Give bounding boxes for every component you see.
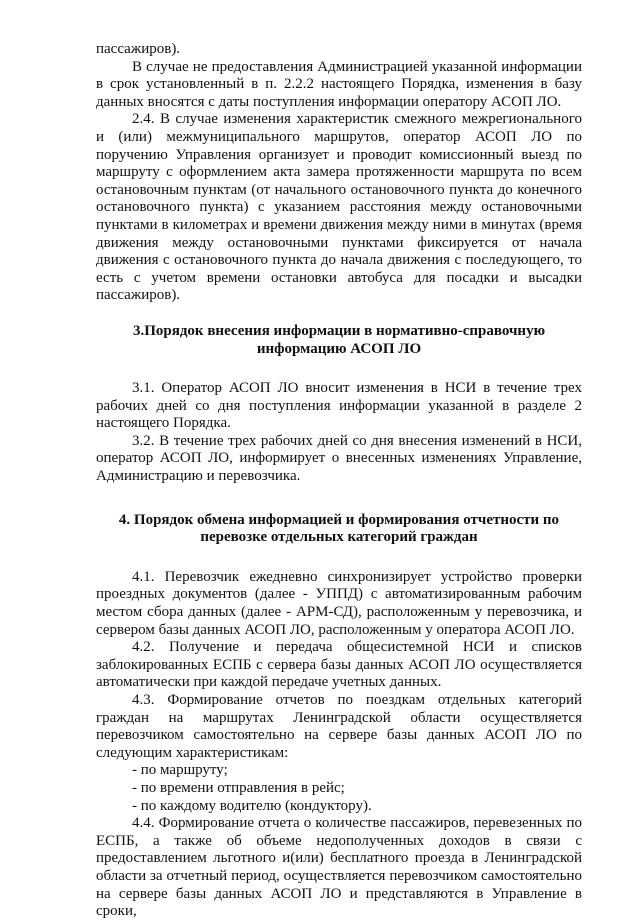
spacer <box>96 358 582 380</box>
paragraph-passengers-end: пассажиров). <box>96 41 181 57</box>
paragraph-4-2: 4.2. Получение и передача общесистемной НСИ и списков заблокированных ЕСПБ с сервера базы данных АСОП ЛО осуществляется автоматически при каждой передаче учетных данных. <box>96 639 582 691</box>
section-4-heading <box>96 512 582 547</box>
section-4-heading-line1: 4. Порядок обмена информацией и формирования отчетности по <box>118 511 560 528</box>
section-3-heading <box>96 323 582 358</box>
paragraph-3-1: 3.1. Оператор АСОП ЛО вносит изменения в НСИ в течение трех рабочих дней со дня поступления информации указанной в разделе 2 настоящего Порядка. <box>96 380 582 432</box>
section-3-heading-line2: информацию АСОП ЛО <box>256 340 422 357</box>
section-3-heading-line1: 3.Порядок внесения информации в нормативно-справочную <box>132 322 546 339</box>
document-body <box>96 41 582 921</box>
spacer <box>96 486 582 512</box>
spacer <box>96 547 582 569</box>
paragraph-4-3: 4.3. Формирование отчетов по поездкам отдельных категорий граждан на маршрутах Ленинградской области осуществляется перевозчиком самостоятельно на сервере базы данных АСОП ЛО по следующим характеристикам: <box>96 692 582 761</box>
paragraph-3-2: 3.2. В течение трех рабочих дней со дня внесения изменений в НСИ, оператор АСОП ЛО, информирует о внесенных изменениях Управление, Администрацию и перевозчика. <box>96 432 582 485</box>
list-item-by-departure-time: - по времени отправления в рейс; <box>132 779 345 796</box>
paragraph-2-4: 2.4. В случае изменения характеристик смежного межрегионального и (или) межмуниципального маршрутов, оператор АСОП ЛО по поручению Управления организует и проводит комиссионный выезд по маршруту с оформлением акта замера протяженности маршрута по всем остановочным пунктам (от начального остановочного пункта до конечного остановочного пункта) с указанием расстояния между остановочными пунктами в километрах и времени движения между ними в минутах (время движения между остановочными пунктами фиксируется от начала движения с остановочного пункта до начала движения с последующего, то есть с учетом времени остановки автобуса для посадки и высадки пассажиров). <box>96 111 582 304</box>
list-item-by-route: - по маршруту; <box>132 762 228 779</box>
list-item-by-driver: - по каждому водителю (кондуктору). <box>132 797 372 814</box>
section-4-heading-line2: перевозке отдельных категорий граждан <box>200 529 478 546</box>
spacer <box>96 305 582 323</box>
paragraph-4-4: 4.4. Формирование отчета о количестве пассажиров, перевезенных по ЕСПБ, а также об объеме недополученных доходов в связи с предоставлением льготного и(или) бесплатного проезда в Ленинградской области за отчетный период, осуществляется перевозчиком самостоятельно на сервере базы данных АСОП ЛО и представляются в Управление в сроки, <box>96 815 582 920</box>
paragraph-2-3-continuation: В случае не предоставления Администрацией указанной информации в срок установленный в п. 2.2.2 настоящего Порядка, изменения в базу данных вносятся с даты поступления информации оператору АСОП ЛО. <box>96 58 582 110</box>
paragraph-4-1: 4.1. Перевозчик ежедневно синхронизирует устройство проверки проездных документов (далее - УППД) с автоматизированным рабочим местом сбора данных (далее - АРМ-СД), расположенным у перевозчика, и сервером базы данных АСОП ЛО, расположенным у оператора АСОП ЛО. <box>96 568 582 638</box>
